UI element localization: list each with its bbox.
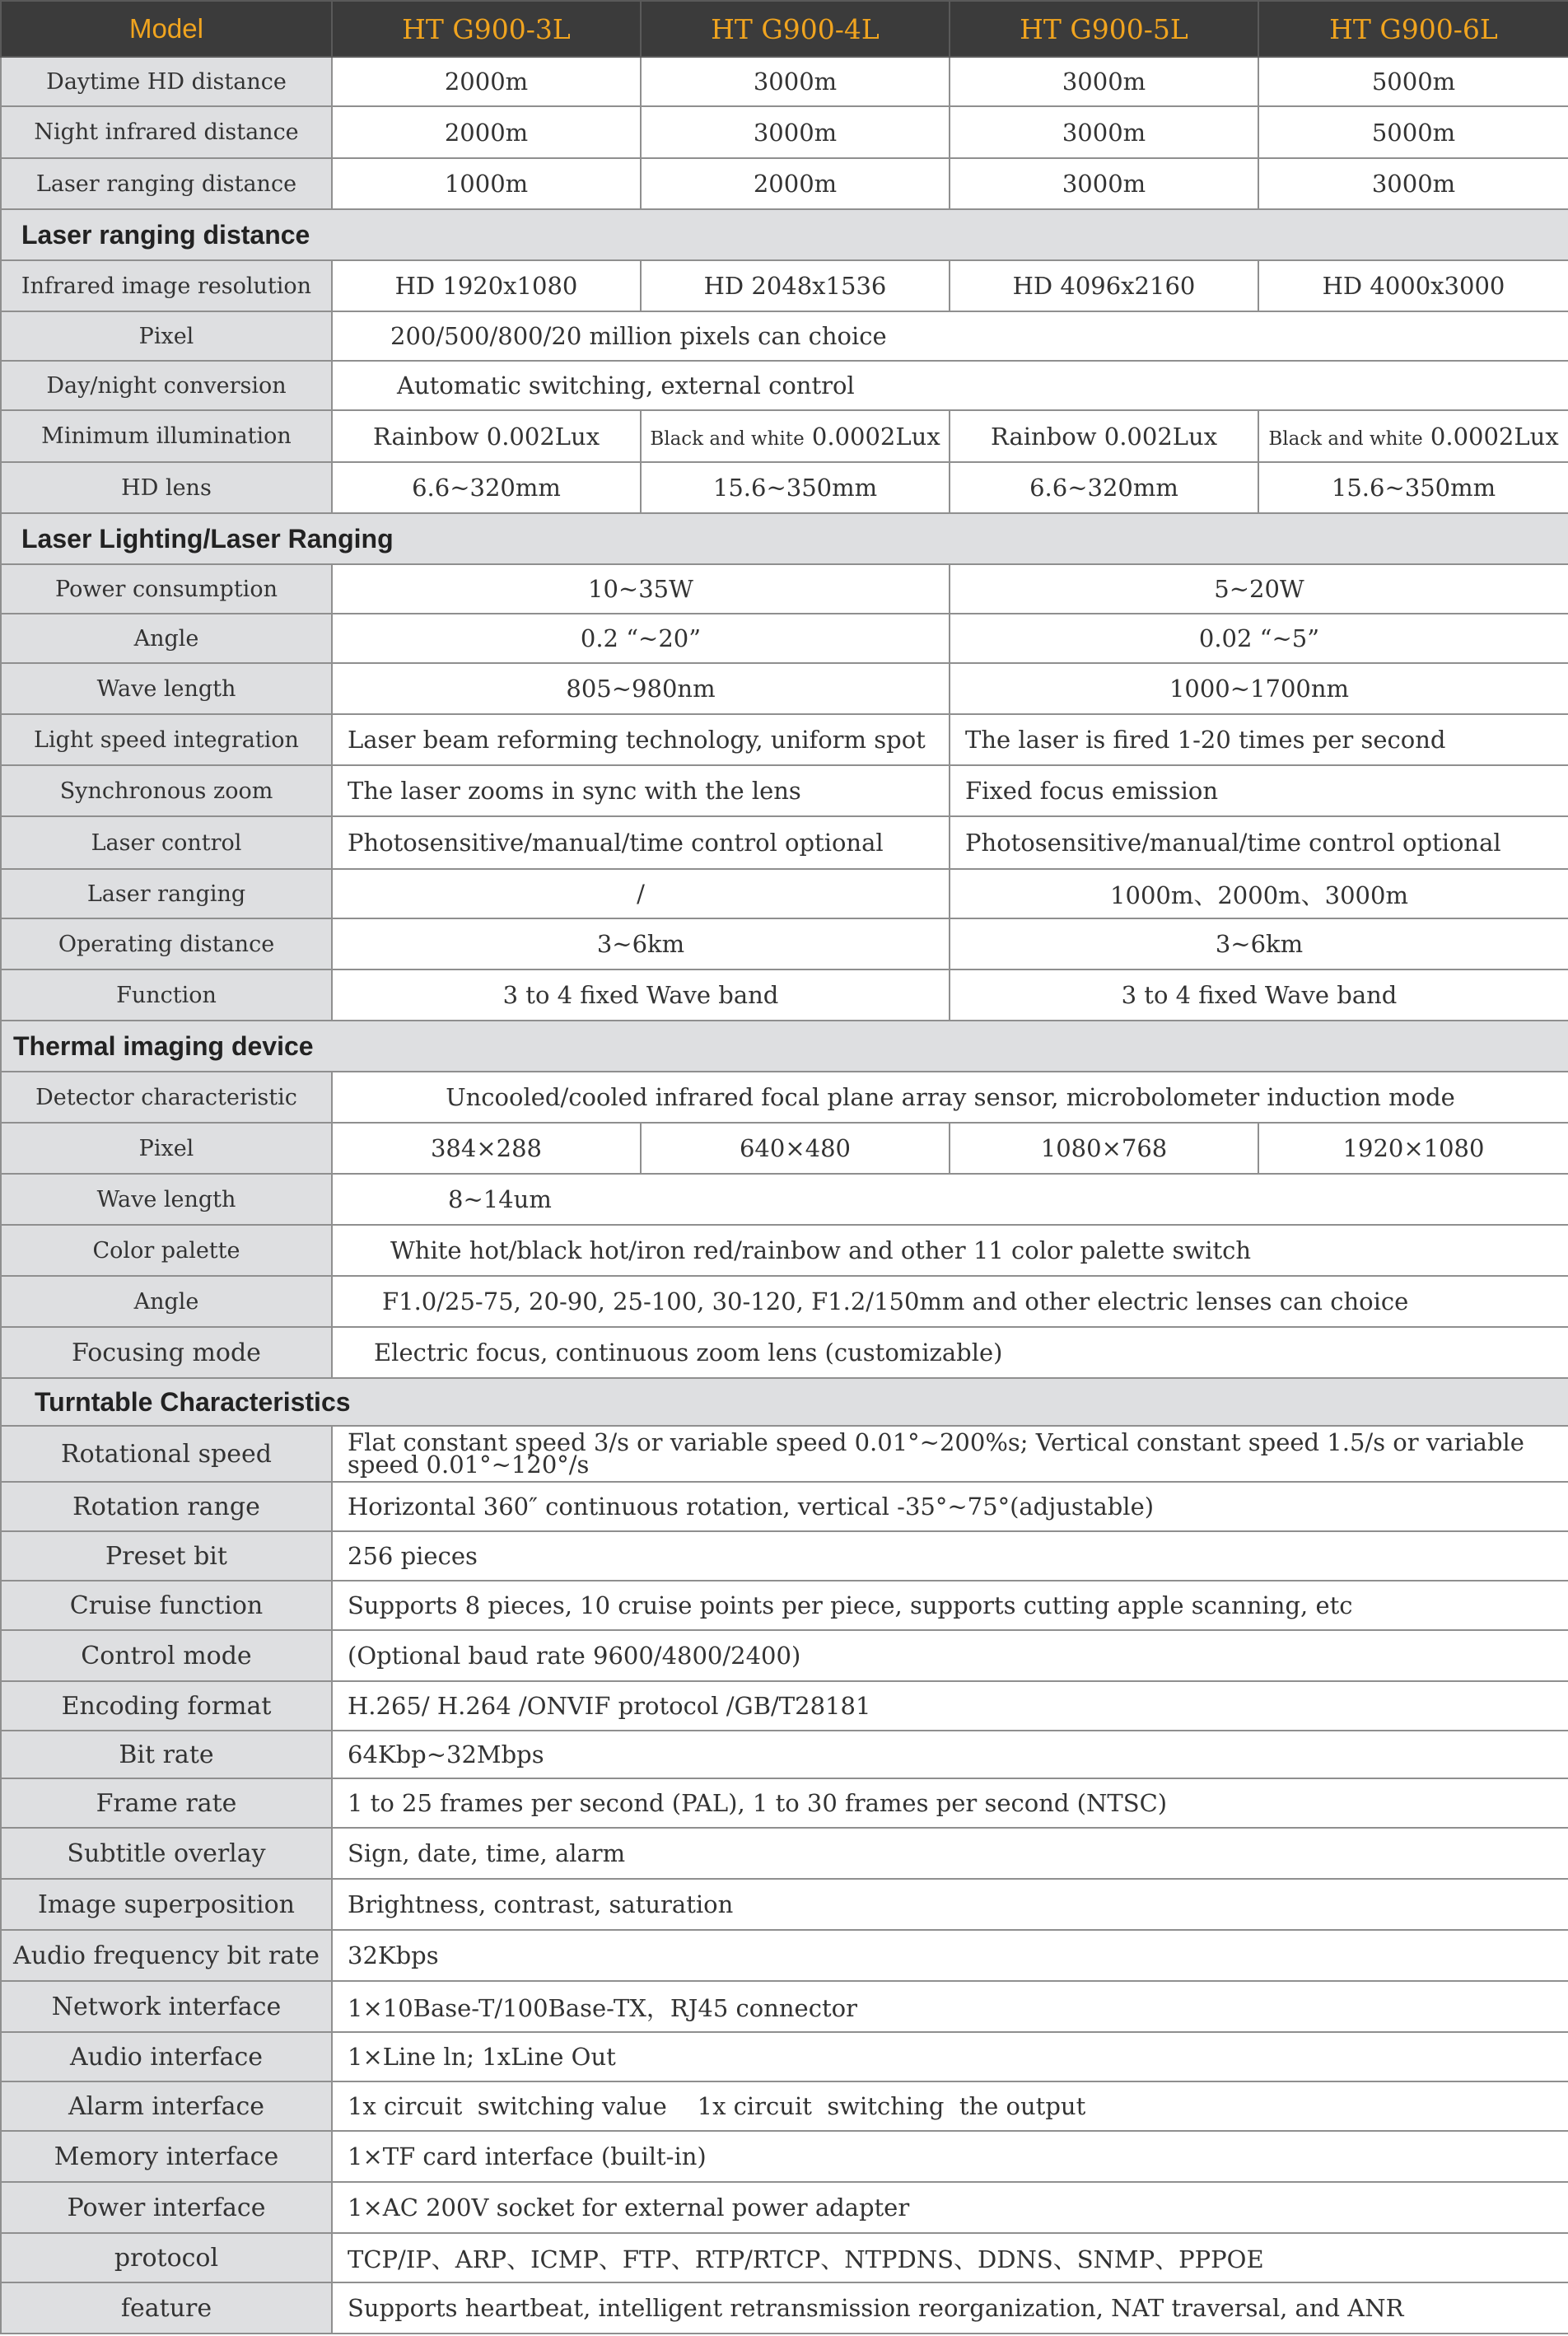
table-row xyxy=(1,1174,1568,1225)
row-label: Network interface xyxy=(1,1981,332,2032)
table-row xyxy=(1,158,1568,209)
table-row xyxy=(1,1426,1568,1482)
table-row xyxy=(1,765,1568,816)
row-label: Rotational speed xyxy=(1,1426,332,1482)
section-title: Thermal imaging device xyxy=(1,1021,1568,1072)
cell-value: 2000m xyxy=(641,158,950,209)
cell-value: HD 4000x3000 xyxy=(1258,260,1568,311)
cell-value: HD 4096x2160 xyxy=(950,260,1258,311)
row-label: Cruise function xyxy=(1,1581,332,1630)
section-header xyxy=(1,1378,1568,1426)
row-label: Light speed integration xyxy=(1,714,332,765)
cell-value: Uncooled/cooled infrared focal plane array sensor, microbolometer induction mode xyxy=(332,1072,1568,1123)
row-label: Wave length xyxy=(1,1174,332,1225)
row-label: Operating distance xyxy=(1,918,332,969)
table-row xyxy=(1,564,1568,614)
table-row xyxy=(1,1778,1568,1828)
row-label: Day/night conversion xyxy=(1,361,332,410)
table-row xyxy=(1,869,1568,918)
row-label: protocol xyxy=(1,2233,332,2282)
cell-value: 1×Line ln; 1xLine Out xyxy=(332,2032,1568,2081)
cell-value: Supports 8 pieces, 10 cruise points per piece, supports cutting apple scanning, etc xyxy=(332,1581,1568,1630)
section-title: Laser ranging distance xyxy=(1,209,1568,260)
cell-value xyxy=(332,410,641,462)
cell-value: Fixed focus emission xyxy=(950,765,1568,816)
table-row xyxy=(1,1276,1568,1327)
mode-label: Black and white xyxy=(1268,427,1423,450)
table-row xyxy=(1,1327,1568,1378)
cell-value: 0.2 “~20” xyxy=(332,614,950,663)
table-row xyxy=(1,1981,1568,2032)
lux-value: 0.0002Lux xyxy=(811,422,940,451)
cell-value xyxy=(1258,410,1568,462)
cell-value: 2000m xyxy=(332,57,641,106)
table-row xyxy=(1,1123,1568,1174)
row-label: Angle xyxy=(1,614,332,663)
table-row xyxy=(1,918,1568,969)
cell-value: 1 to 25 frames per second (PAL), 1 to 30 frames per second (NTSC) xyxy=(332,1778,1568,1828)
row-label: Synchronous zoom xyxy=(1,765,332,816)
cell-value: 640×480 xyxy=(641,1123,950,1174)
table-row xyxy=(1,614,1568,663)
cell-value: F1.0/25-75, 20-90, 25-100, 30-120, F1.2/150mm and other electric lenses can choice xyxy=(332,1276,1568,1327)
section-title: Turntable Characteristics xyxy=(1,1378,1568,1426)
cell-value: 3 to 4 fixed Wave band xyxy=(332,969,950,1021)
row-label: Encoding format xyxy=(1,1681,332,1731)
cell-value: Electric focus, continuous zoom lens (customizable) xyxy=(332,1327,1568,1378)
model-name: HT G900-4L xyxy=(641,1,950,57)
row-label: HD lens xyxy=(1,462,332,513)
cell-value: 1×TF card interface (built-in) xyxy=(332,2131,1568,2182)
cell-value: 5000m xyxy=(1258,57,1568,106)
cell-value: 15.6~350mm xyxy=(641,462,950,513)
section-header xyxy=(1,513,1568,564)
cell-value: 10~35W xyxy=(332,564,950,614)
section-header xyxy=(1,209,1568,260)
cell-value: 3000m xyxy=(641,106,950,158)
table-row xyxy=(1,1731,1568,1778)
model-name: HT G900-6L xyxy=(1258,1,1568,57)
cell-value: 805~980nm xyxy=(332,663,950,714)
cell-value: H.265/ H.264 /ONVIF protocol /GB/T28181 xyxy=(332,1681,1568,1731)
cell-value: HD 1920x1080 xyxy=(332,260,641,311)
cell-value: 64Kbp~32Mbps xyxy=(332,1731,1568,1778)
table-row xyxy=(1,1531,1568,1581)
row-label: feature xyxy=(1,2282,332,2334)
cell-value: Photosensitive/manual/time control optional xyxy=(332,816,950,869)
row-label: Angle xyxy=(1,1276,332,1327)
row-label: Laser control xyxy=(1,816,332,869)
cell-value: The laser zooms in sync with the lens xyxy=(332,765,950,816)
table-row xyxy=(1,2233,1568,2282)
row-label: Image superposition xyxy=(1,1879,332,1930)
cell-value: 1000m、2000m、3000m xyxy=(950,869,1568,918)
table-row xyxy=(1,1930,1568,1981)
cell-value: 3 to 4 fixed Wave band xyxy=(950,969,1568,1021)
cell-value: Brightness, contrast, saturation xyxy=(332,1879,1568,1930)
model-name: HT G900-5L xyxy=(950,1,1258,57)
row-label: Pixel xyxy=(1,1123,332,1174)
table-row xyxy=(1,1072,1568,1123)
table-row xyxy=(1,2182,1568,2233)
cell-value: Laser beam reforming technology, uniform spot xyxy=(332,714,950,765)
cell-value xyxy=(950,410,1258,462)
row-label: Infrared image resolution xyxy=(1,260,332,311)
cell-value: Automatic switching, external control xyxy=(332,361,1568,410)
row-label: Power interface xyxy=(1,2182,332,2233)
row-label: Memory interface xyxy=(1,2131,332,2182)
model-header: Model xyxy=(1,1,332,57)
row-label: Wave length xyxy=(1,663,332,714)
cell-value: TCP/IP、ARP、ICMP、FTP、RTP/RTCP、NTPDNS、DDNS、SNMP、PPPOE xyxy=(332,2233,1568,2282)
row-label: Subtitle overlay xyxy=(1,1828,332,1879)
row-label: Laser ranging xyxy=(1,869,332,918)
cell-value: 200/500/800/20 million pixels can choice xyxy=(332,311,1568,361)
cell-value: 1920×1080 xyxy=(1258,1123,1568,1174)
row-label: Power consumption xyxy=(1,564,332,614)
table-row xyxy=(1,260,1568,311)
cell-value: 384×288 xyxy=(332,1123,641,1174)
table-row xyxy=(1,106,1568,158)
row-label: Control mode xyxy=(1,1630,332,1681)
model-name: HT G900-3L xyxy=(332,1,641,57)
table-row xyxy=(1,311,1568,361)
cell-value: 3~6km xyxy=(950,918,1568,969)
table-row xyxy=(1,410,1568,462)
mode-label: Rainbow xyxy=(990,422,1097,451)
table-row xyxy=(1,462,1568,513)
cell-value: 6.6~320mm xyxy=(332,462,641,513)
row-label: Audio interface xyxy=(1,2032,332,2081)
cell-value: 8~14um xyxy=(332,1174,1568,1225)
row-label: Rotation range xyxy=(1,1482,332,1531)
row-label: Detector characteristic xyxy=(1,1072,332,1123)
cell-value: 1000m xyxy=(332,158,641,209)
mode-label: Black and white xyxy=(650,427,805,450)
header-row xyxy=(1,1,1568,57)
row-label: Daytime HD distance xyxy=(1,57,332,106)
cell-value: Horizontal 360″ continuous rotation, vertical -35°~75°(adjustable) xyxy=(332,1482,1568,1531)
table-row xyxy=(1,1482,1568,1531)
row-label: Alarm interface xyxy=(1,2081,332,2131)
table-row xyxy=(1,1630,1568,1681)
lux-value: 0.002Lux xyxy=(1104,422,1218,451)
cell-value: 3000m xyxy=(950,158,1258,209)
cell-value: 3000m xyxy=(950,106,1258,158)
cell-value: 256 pieces xyxy=(332,1531,1568,1581)
table-row xyxy=(1,2282,1568,2334)
lux-value: 0.0002Lux xyxy=(1430,422,1559,451)
table-row xyxy=(1,1581,1568,1630)
cell-value: Photosensitive/manual/time control optional xyxy=(950,816,1568,869)
table-row xyxy=(1,1828,1568,1879)
row-label: Preset bit xyxy=(1,1531,332,1581)
row-label: Minimum illumination xyxy=(1,410,332,462)
table-row xyxy=(1,969,1568,1021)
cell-value: 1080×768 xyxy=(950,1123,1258,1174)
section-title: Laser Lighting/Laser Ranging xyxy=(1,513,1568,564)
cell-value: 2000m xyxy=(332,106,641,158)
cell-value xyxy=(641,410,950,462)
cell-value: 0.02 “~5” xyxy=(950,614,1568,663)
cell-value: Sign, date, time, alarm xyxy=(332,1828,1568,1879)
section-header xyxy=(1,1021,1568,1072)
cell-value: 3000m xyxy=(950,57,1258,106)
table-row xyxy=(1,663,1568,714)
table-row xyxy=(1,816,1568,869)
mode-label: Rainbow xyxy=(372,422,479,451)
table-row xyxy=(1,2081,1568,2131)
cell-value: 1×10Base-T/100Base-TX，RJ45 connector xyxy=(332,1981,1568,2032)
table-row xyxy=(1,1225,1568,1276)
cell-value: Supports heartbeat, intelligent retransmission reorganization, NAT traversal, and ANR xyxy=(332,2282,1568,2334)
row-label: Function xyxy=(1,969,332,1021)
cell-value: 3~6km xyxy=(332,918,950,969)
row-label: Bit rate xyxy=(1,1731,332,1778)
table-row xyxy=(1,361,1568,410)
table-row xyxy=(1,1879,1568,1930)
table-row xyxy=(1,1681,1568,1731)
row-label: Audio frequency bit rate xyxy=(1,1930,332,1981)
cell-value: White hot/black hot/iron red/rainbow and other 11 color palette switch xyxy=(332,1225,1568,1276)
table-row xyxy=(1,2131,1568,2182)
cell-value: 1x circuit switching value 1x circuit switching the output xyxy=(332,2081,1568,2131)
table-row xyxy=(1,714,1568,765)
cell-value: 5~20W xyxy=(950,564,1568,614)
lux-value: 0.002Lux xyxy=(486,422,600,451)
row-label: Color palette xyxy=(1,1225,332,1276)
cell-value: 5000m xyxy=(1258,106,1568,158)
cell-value: 6.6~320mm xyxy=(950,462,1258,513)
table-row xyxy=(1,57,1568,106)
cell-value: 3000m xyxy=(641,57,950,106)
cell-value: 32Kbps xyxy=(332,1930,1568,1981)
cell-value: 1000~1700nm xyxy=(950,663,1568,714)
row-label: Focusing mode xyxy=(1,1327,332,1378)
cell-value: / xyxy=(332,869,950,918)
cell-value: HD 2048x1536 xyxy=(641,260,950,311)
cell-value: The laser is fired 1-20 times per second xyxy=(950,714,1568,765)
cell-value: (Optional baud rate 9600/4800/2400) xyxy=(332,1630,1568,1681)
row-label: Frame rate xyxy=(1,1778,332,1828)
cell-value: 3000m xyxy=(1258,158,1568,209)
table-row xyxy=(1,2032,1568,2081)
row-label: Night infrared distance xyxy=(1,106,332,158)
cell-value: 1×AC 200V socket for external power adapter xyxy=(332,2182,1568,2233)
row-label: Laser ranging distance xyxy=(1,158,332,209)
cell-value: 15.6~350mm xyxy=(1258,462,1568,513)
row-label: Pixel xyxy=(1,311,332,361)
cell-value: Flat constant speed 3/s or variable speed 0.01°~200%s; Vertical constant speed 1.5/s or variable speed 0.01°~120°/s xyxy=(332,1426,1568,1482)
